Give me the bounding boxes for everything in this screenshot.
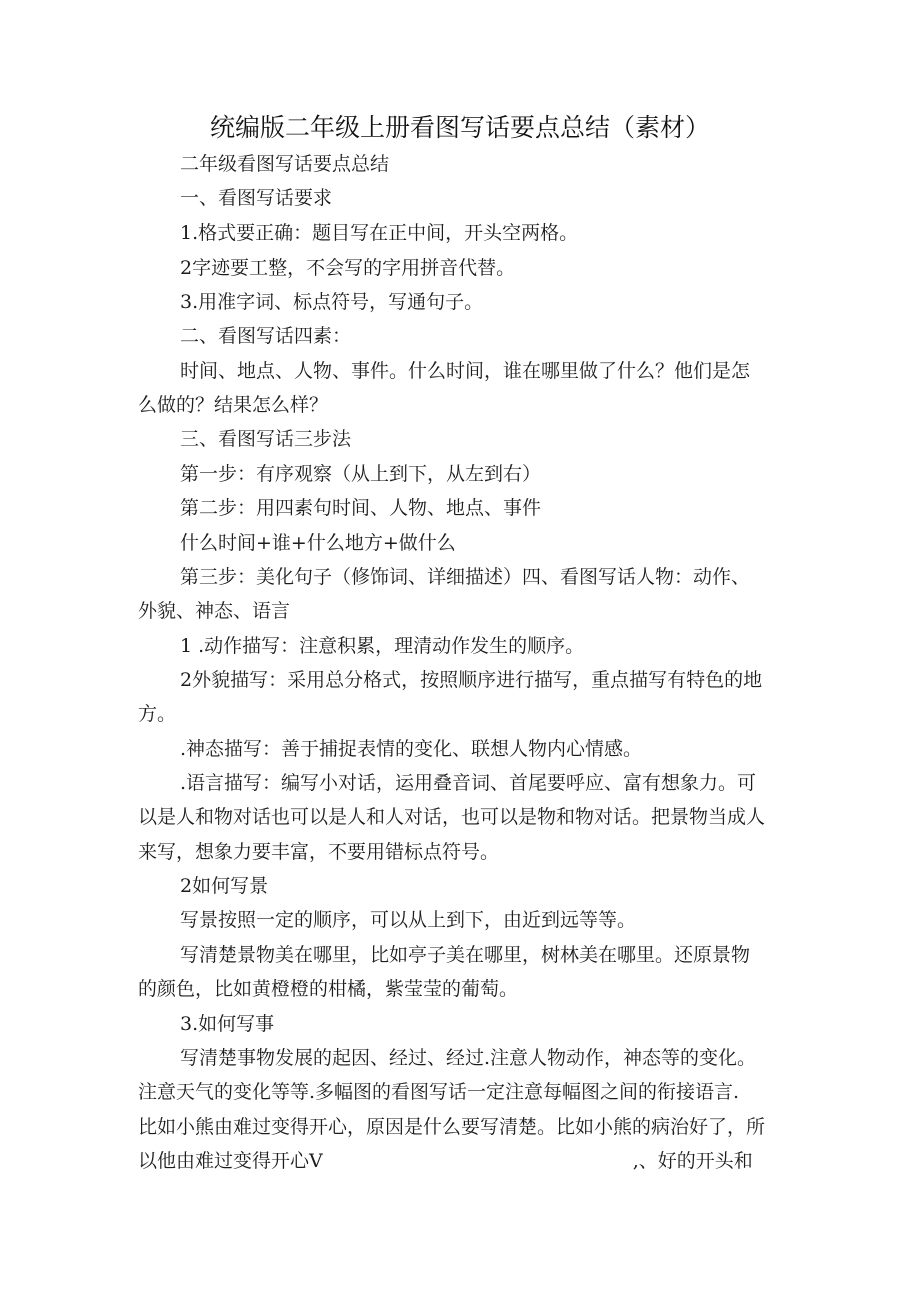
section-heading-three-steps: 三、看图写话三步法 — [180, 428, 352, 450]
text-line: 第三步：美化句子（修饰词、详细描述）四、看图写话人物：动作、 — [180, 566, 751, 588]
text-line: 么做的？结果怎么样？ — [138, 394, 329, 416]
text-line: .语言描写：编写小对话，运用叠音词、首尾要呼应、富有想象力。可 — [180, 772, 757, 794]
text-line-subtitle: 二年级看图写话要点总结 — [180, 153, 390, 175]
text-line: 时间、地点、人物、事件。什么时间，谁在哪里做了什么？他们是怎 — [180, 360, 751, 382]
text-line: 1.格式要正确：题目写在正中间，开头空两格。 — [180, 222, 579, 244]
text-line: 2外貌描写：采用总分格式，按照顺序进行描写，重点描写有特色的地 — [180, 669, 763, 691]
text-line: 方。 — [138, 703, 177, 725]
text-fragment: 以他由难过变得开心V — [138, 1150, 323, 1172]
text-line: 比如小熊由难过变得开心，原因是什么要写清楚。比如小熊的病治好了，所 — [138, 1116, 766, 1138]
section-heading-scenery: 2如何写景 — [180, 875, 269, 897]
text-line: 3.用准字词、标点符号，写通句子。 — [180, 291, 484, 313]
section-heading-four-elements: 二、看图写话四素： — [180, 325, 352, 347]
text-line: 来写，想象力要丰富，不要用错标点符号。 — [138, 841, 500, 863]
section-heading-events: 3.如何写事 — [180, 1013, 275, 1035]
text-line: 第一步：有序观察（从上到下，从左到右） — [180, 463, 542, 485]
text-line: 1 .动作描写：注意积累，理清动作发生的顺序。 — [180, 635, 585, 657]
text-line: 写景按照一定的顺序，可以从上到下，由近到远等等。 — [180, 909, 637, 931]
section-heading-requirements: 一、看图写话要求 — [180, 187, 333, 209]
document-title: 统编版二年级上册看图写话要点总结（素材） — [209, 113, 710, 142]
text-line: 外貌、神态、语言 — [138, 600, 291, 622]
text-line: 2字迹要工整，不会写的字用拼音代替。 — [180, 257, 516, 279]
text-line: 注意天气的变化等等.多幅图的看图写话一定注意每幅图之间的衔接语言. — [138, 1081, 740, 1103]
text-fragment: ,、好的开头和 — [632, 1150, 753, 1172]
text-line: 第二步：用四素句时间、人物、地点、事件 — [180, 497, 542, 519]
text-line: 以是人和物对话也可以是人和人对话，也可以是物和物对话。把景物当成人 — [138, 806, 766, 828]
text-line: 写清楚景物美在哪里，比如亭子美在哪里，树林美在哪里。还原景物 — [180, 944, 751, 966]
text-line-final — [138, 1147, 753, 1175]
text-line: 什么时间+谁+什么地方+做什么 — [180, 532, 456, 554]
text-line: .神态描写：善于捕捉表情的变化、联想人物内心情感。 — [180, 738, 643, 760]
text-line: 写清楚事物发展的起因、经过、经过.注意人物动作，神态等的变化。 — [180, 1047, 757, 1069]
text-line: 的颜色，比如黄橙橙的柑橘，紫莹莹的葡萄。 — [138, 978, 519, 1000]
